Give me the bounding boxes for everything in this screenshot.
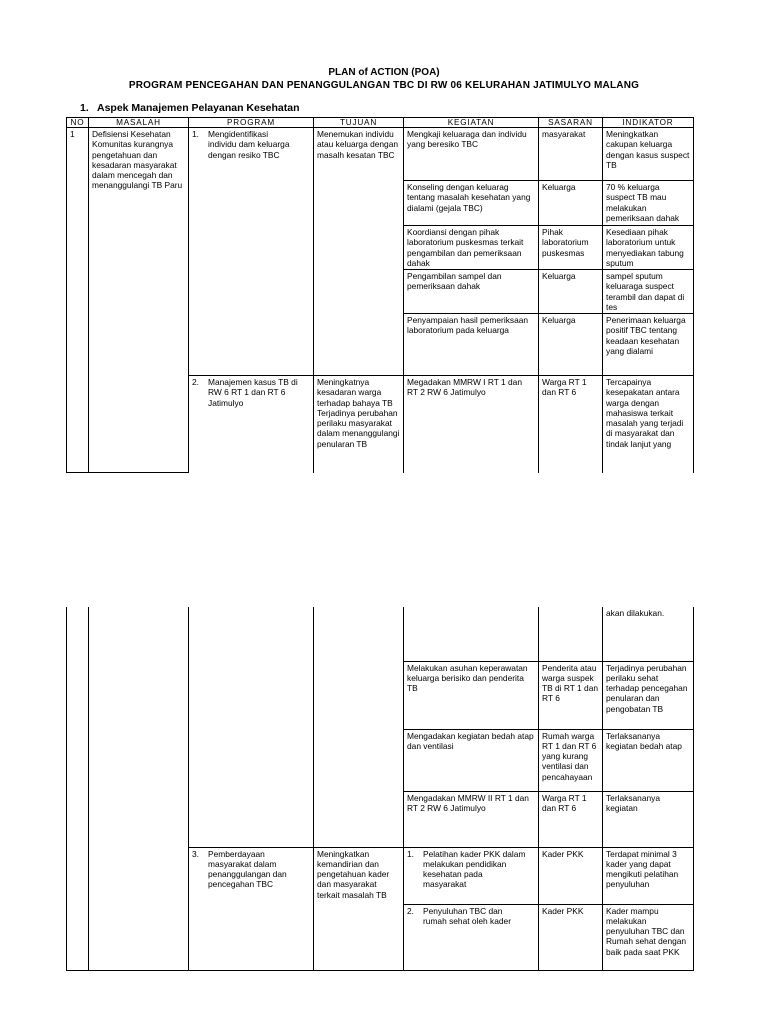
cell-sasaran: Kader PKK bbox=[539, 904, 603, 970]
section-number: 1. bbox=[80, 102, 89, 114]
section-title: Aspek Manajemen Pelayanan Kesehatan bbox=[97, 102, 300, 114]
cell-program-1 bbox=[189, 128, 314, 376]
header-program: PROGRAM bbox=[189, 118, 314, 128]
cell-kegiatan bbox=[404, 904, 539, 970]
cell-kegiatan: Melakukan asuhan keperawatan keluarga berisiko dan penderita TB bbox=[404, 661, 539, 729]
cell-masalah: Defisiensi Kesehatan Komunitas kurangnya pengetahuan dan kesadaran masyarakat dalam mencegah dan menanggulangi TB Paru bbox=[89, 128, 189, 473]
cell-kegiatan: Pengambilan sampel dan pemeriksaan dahak bbox=[404, 270, 539, 314]
cell-kegiatan: Konseling dengan keluarag tentang masalah kesehatan yang dialami (gejala TBC) bbox=[404, 181, 539, 226]
cell-no-cont bbox=[67, 607, 89, 970]
section-heading bbox=[80, 102, 300, 115]
poa-table-page1 bbox=[66, 117, 694, 473]
program-text: Manajemen kasus TB di RW 6 RT 1 dan RT 6 Jatimulyo bbox=[208, 377, 298, 408]
cell-sasaran: Pihak laboratorium puskesmas bbox=[539, 226, 603, 270]
header-tujuan: TUJUAN bbox=[314, 118, 404, 128]
cell-kegiatan: Mengadakan kegiatan bedah atap dan ventilasi bbox=[404, 729, 539, 791]
cell-program-3 bbox=[189, 847, 314, 970]
program-number: 1. bbox=[192, 129, 199, 139]
header-indikator: INDIKATOR bbox=[603, 118, 694, 128]
cell-indikator: Terjadinya perubahan perilaku sehat terhadap pencegahan penularan dan pengobatan TB bbox=[603, 661, 694, 729]
cell-tujuan-1: Menemukan individu atau keluarga dengan masalh kesatan TBC bbox=[314, 128, 404, 376]
cell-sasaran: Warga RT 1 dan RT 6 bbox=[539, 376, 603, 473]
table-row bbox=[67, 607, 694, 661]
cell-sasaran: Kader PKK bbox=[539, 847, 603, 904]
cell-kegiatan bbox=[404, 847, 539, 904]
cell-indikator-cont: akan dilakukan. bbox=[603, 607, 694, 661]
cell-sasaran: Keluarga bbox=[539, 270, 603, 314]
header-kegiatan: KEGIATAN bbox=[404, 118, 539, 128]
document-subtitle: PROGRAM PENCEGAHAN DAN PENANGGULANGAN TBC DI RW 06 KELURAHAN JATIMULYO MALANG bbox=[128, 80, 640, 91]
cell-indikator: 70 % keluarga suspect TB mau melakukan pemeriksaan dahak bbox=[603, 181, 694, 226]
kegiatan-number: 2. bbox=[407, 905, 414, 916]
cell-kegiatan-cont bbox=[404, 607, 539, 661]
cell-masalah-cont bbox=[89, 607, 189, 970]
cell-kegiatan: Megadakan MMRW I RT 1 dan RT 2 RW 6 Jatimulyo bbox=[404, 376, 539, 473]
program-text: Mengidentifikasi individu dam keluarga dengan resiko TBC bbox=[208, 129, 290, 160]
table-row bbox=[67, 128, 694, 181]
cell-program-2 bbox=[189, 376, 314, 473]
cell-indikator: Kesediaan pihak laboratorium untuk menyediakan tabung sputum bbox=[603, 226, 694, 270]
cell-indikator: Kader mampu melakukan penyuluhan TBC dan Rumah sehat dengan baik pada saat PKK bbox=[603, 904, 694, 970]
cell-sasaran: masyarakat bbox=[539, 128, 603, 181]
cell-sasaran: Keluarga bbox=[539, 314, 603, 376]
cell-kegiatan: Mengkaji keluaraga dan individu yang beresiko TBC bbox=[404, 128, 539, 181]
cell-kegiatan: Mengadakan MMRW II RT 1 dan RT 2 RW 6 Jatimulyo bbox=[404, 791, 539, 847]
cell-tujuan-3: Meningkatkan kemandirian dan pengetahuan kader dan masyarakat terkait masalah TB bbox=[314, 847, 404, 970]
cell-indikator: Terlaksananya kegiatan bedah atap bbox=[603, 729, 694, 791]
program-number: 2. bbox=[192, 377, 199, 387]
cell-indikator: sampel sputum keluaraga suspect terambil dan dapat di tes bbox=[603, 270, 694, 314]
cell-indikator: Meningkatkan cakupan keluarga dengan kasus suspect TB bbox=[603, 128, 694, 181]
cell-indikator: Terlaksananya kegiatan bbox=[603, 791, 694, 847]
header-no: NO bbox=[67, 118, 89, 128]
document-title: PLAN of ACTION (POA) bbox=[328, 67, 440, 78]
cell-no: 1 bbox=[67, 128, 89, 473]
kegiatan-number: 1. bbox=[407, 848, 414, 859]
program-text: Pemberdayaan masyarakat dalam penanggulangan dan pencegahan TBC bbox=[208, 848, 287, 890]
header-masalah: MASALAH bbox=[89, 118, 189, 128]
cell-indikator: Terdapat minimal 3 kader yang dapat mengikuti pelatihan penyuluhan bbox=[603, 847, 694, 904]
cell-indikator: Tercapainya kesepakatan antara warga dengan mahasiswa terkait masalah yang terjadi di masyarakat dan tindak lanjut yang bbox=[603, 376, 694, 473]
cell-sasaran: Keluarga bbox=[539, 181, 603, 226]
cell-sasaran: Warga RT 1 dan RT 6 bbox=[539, 791, 603, 847]
cell-sasaran-cont bbox=[539, 607, 603, 661]
cell-tujuan-cont bbox=[314, 607, 404, 847]
cell-kegiatan: Koordiansi dengan pihak laboratorium puskesmas terkait pengambilan dan pemeriksaan dahak bbox=[404, 226, 539, 270]
cell-program-cont bbox=[189, 607, 314, 847]
cell-tujuan-2: Meningkatnya kesadaran warga terhadap bahaya TB Terjadinya perubahan perilaku masyarakat dalam menanggulangi penularan TB bbox=[314, 376, 404, 473]
cell-indikator: Penerimaan keluarga positif TBC tentang keadaan kesehatan yang dialami bbox=[603, 314, 694, 376]
header-sasaran: SASARAN bbox=[539, 118, 603, 128]
cell-sasaran: Penderita atau warga suspek TB di RT 1 dan RT 6 bbox=[539, 661, 603, 729]
program-number: 3. bbox=[192, 848, 199, 859]
cell-sasaran: Rumah warga RT 1 dan RT 6 yang kurang ventilasi dan pencahayaan bbox=[539, 729, 603, 791]
poa-table-page2 bbox=[66, 607, 694, 971]
table-header-row bbox=[67, 118, 694, 128]
kegiatan-text: Penyuluhan TBC dan rumah sehat oleh kader bbox=[423, 905, 511, 926]
kegiatan-text: Pelatihan kader PKK dalam melakukan pendidikan kesehatan pada masyarakat bbox=[423, 848, 526, 890]
cell-kegiatan: Penyampaian hasil pemeriksaan laboratorium pada keluarga bbox=[404, 314, 539, 376]
